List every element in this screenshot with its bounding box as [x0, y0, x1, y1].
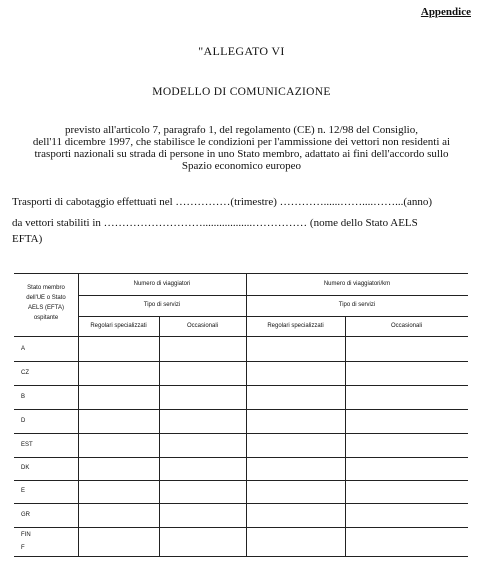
corner-header-line-4: ospitante: [33, 315, 59, 321]
period-field-line[interactable]: Trasporti di cabotaggio effettuati nel ……………(trimestre) …………......……....……...(anno): [12, 196, 433, 208]
appendix-label: Appendice: [420, 6, 471, 18]
corner-header-line-3: AELS (EFTA): [28, 305, 64, 311]
row-label: GR: [21, 512, 30, 518]
passengers-header: Numero di viaggiatori: [133, 281, 191, 287]
row-label: E: [21, 488, 26, 494]
row-label: F: [21, 545, 25, 551]
grid-lines: [14, 273, 468, 557]
row-label: A: [21, 346, 26, 352]
col-header-occasional-2: Occasionali: [390, 323, 422, 329]
corner-header-line-2: dell'UE o Stato: [26, 295, 66, 301]
passenger-km-header: Numero di viaggiatori/km: [323, 281, 391, 287]
col-header-regular-2: Regolari specializzati: [267, 323, 324, 329]
corner-header: [14, 283, 78, 323]
row-label: DK: [21, 465, 30, 471]
intro-line-2: dell'11 dicembre 1997, che stabilisce le condizioni per l'ammissione dei vettori non residenti ai: [32, 136, 451, 148]
statistics-table: [14, 273, 468, 557]
intro-line-3: trasporti nazionali su strada di persone in uno Stato membro, adattato ai fini dell'accordo sullo: [34, 148, 449, 160]
annex-title: "ALLEGATO VI: [198, 44, 285, 58]
row-label: EST: [21, 442, 33, 448]
row-label: B: [21, 394, 26, 400]
row-label: FIN: [21, 532, 31, 538]
row-label: D: [21, 418, 26, 424]
service-type-header-2: Tipo di servizi: [338, 302, 376, 308]
col-header-regular-1: Regolari specializzati: [90, 323, 147, 329]
form-title: MODELLO DI COMUNICAZIONE: [152, 86, 331, 98]
country-field-line-cont: EFTA): [12, 233, 43, 245]
intro-paragraph: [14, 124, 469, 172]
table-grid: [14, 273, 468, 557]
service-type-header-1: Tipo di servizi: [143, 302, 181, 308]
corner-header-line-1: Stato membro: [27, 285, 65, 291]
intro-line-1: previsto all'articolo 7, paragrafo 1, del regolamento (CE) n. 12/98 del Consiglio,: [65, 124, 418, 136]
intro-line-4: Spazio economico europeo: [181, 160, 302, 172]
col-header-occasional-1: Occasionali: [186, 323, 218, 329]
row-label: CZ: [21, 370, 29, 376]
country-field-line[interactable]: da vettori stabiliti in ………………………..................…………… (nome dello Stato AELS: [12, 217, 418, 229]
